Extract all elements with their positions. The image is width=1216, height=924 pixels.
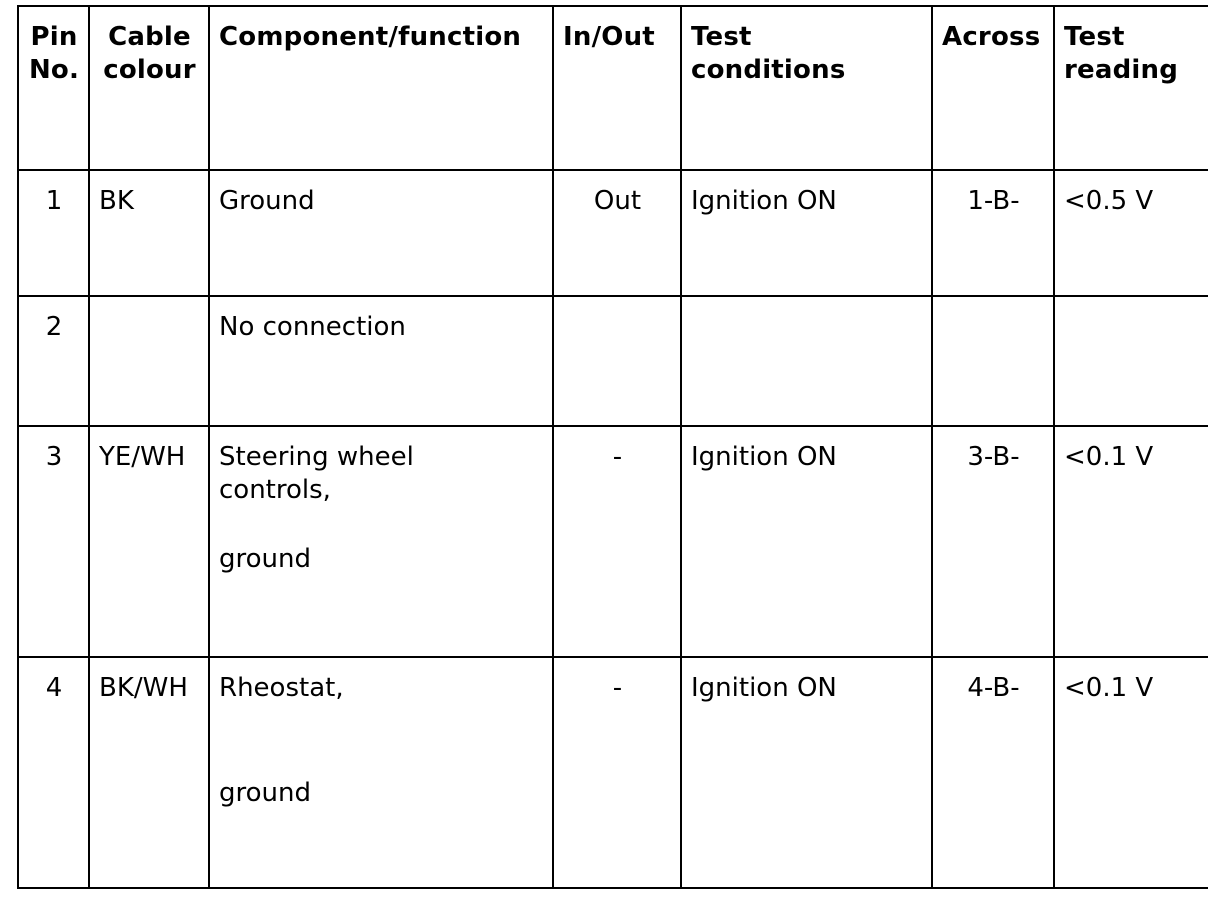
header-cable-colour <box>89 6 209 170</box>
header-test-conditions-line-1: Test <box>691 22 752 52</box>
cell-test-reading: <0.1 V <box>1054 426 1208 657</box>
cell-pin: 2 <box>18 296 89 426</box>
cell-test-reading: <0.5 V <box>1054 170 1208 296</box>
cell-inout: Out <box>553 170 681 296</box>
cell-across <box>932 296 1054 426</box>
cell-inout <box>553 296 681 426</box>
cell-test-reading <box>1054 296 1208 426</box>
header-test-reading-line-2: reading <box>1064 55 1179 85</box>
header-pin-line-1: Pin <box>30 22 78 52</box>
cell-component <box>209 657 553 888</box>
cell-pin: 3 <box>18 426 89 657</box>
cell-inout: - <box>553 426 681 657</box>
header-component-label: Component/function <box>219 22 522 52</box>
header-pin-no <box>18 6 89 170</box>
cell-across: 3-B- <box>932 426 1054 657</box>
header-test-conditions-line-2: conditions <box>691 55 846 85</box>
component-line: Ground <box>219 186 315 216</box>
cell-across: 1-B- <box>932 170 1054 296</box>
component-line: Steering wheel <box>219 442 414 472</box>
cell-pin: 1 <box>18 170 89 296</box>
cell-cable: YE/WH <box>89 426 209 657</box>
cell-test-conditions: Ignition ON <box>681 426 932 657</box>
header-inout-label: In/Out <box>563 22 655 52</box>
header-test-reading-line-1: Test <box>1064 22 1125 52</box>
header-pin-line-2: No. <box>28 55 80 85</box>
header-cable-line-1: Cable <box>108 22 191 52</box>
table-header-row <box>18 6 1208 170</box>
cell-test-conditions: Ignition ON <box>681 170 932 296</box>
cell-pin: 4 <box>18 657 89 888</box>
cell-component <box>209 426 553 657</box>
component-line: No connection <box>219 312 406 342</box>
header-test-reading <box>1054 6 1208 170</box>
cell-test-conditions: Ignition ON <box>681 657 932 888</box>
header-across-label: Across <box>942 22 1041 52</box>
header-across <box>932 6 1054 170</box>
cell-cable <box>89 296 209 426</box>
pin-assignment-table <box>17 5 1208 889</box>
header-test-conditions <box>681 6 932 170</box>
cell-cable: BK <box>89 170 209 296</box>
component-line: Rheostat, <box>219 673 344 703</box>
header-in-out <box>553 6 681 170</box>
header-component-function <box>209 6 553 170</box>
cell-across: 4-B- <box>932 657 1054 888</box>
header-cable-line-2: colour <box>103 55 196 85</box>
component-line: controls, <box>219 475 331 505</box>
cell-cable: BK/WH <box>89 657 209 888</box>
table-row <box>18 657 1208 888</box>
component-line: ground <box>219 778 311 808</box>
cell-test-reading: <0.1 V <box>1054 657 1208 888</box>
table-row <box>18 296 1208 426</box>
cell-test-conditions <box>681 296 932 426</box>
cell-component <box>209 170 553 296</box>
table-row <box>18 426 1208 657</box>
cell-inout: - <box>553 657 681 888</box>
component-line: ground <box>219 544 311 574</box>
cell-component <box>209 296 553 426</box>
table-row <box>18 170 1208 296</box>
